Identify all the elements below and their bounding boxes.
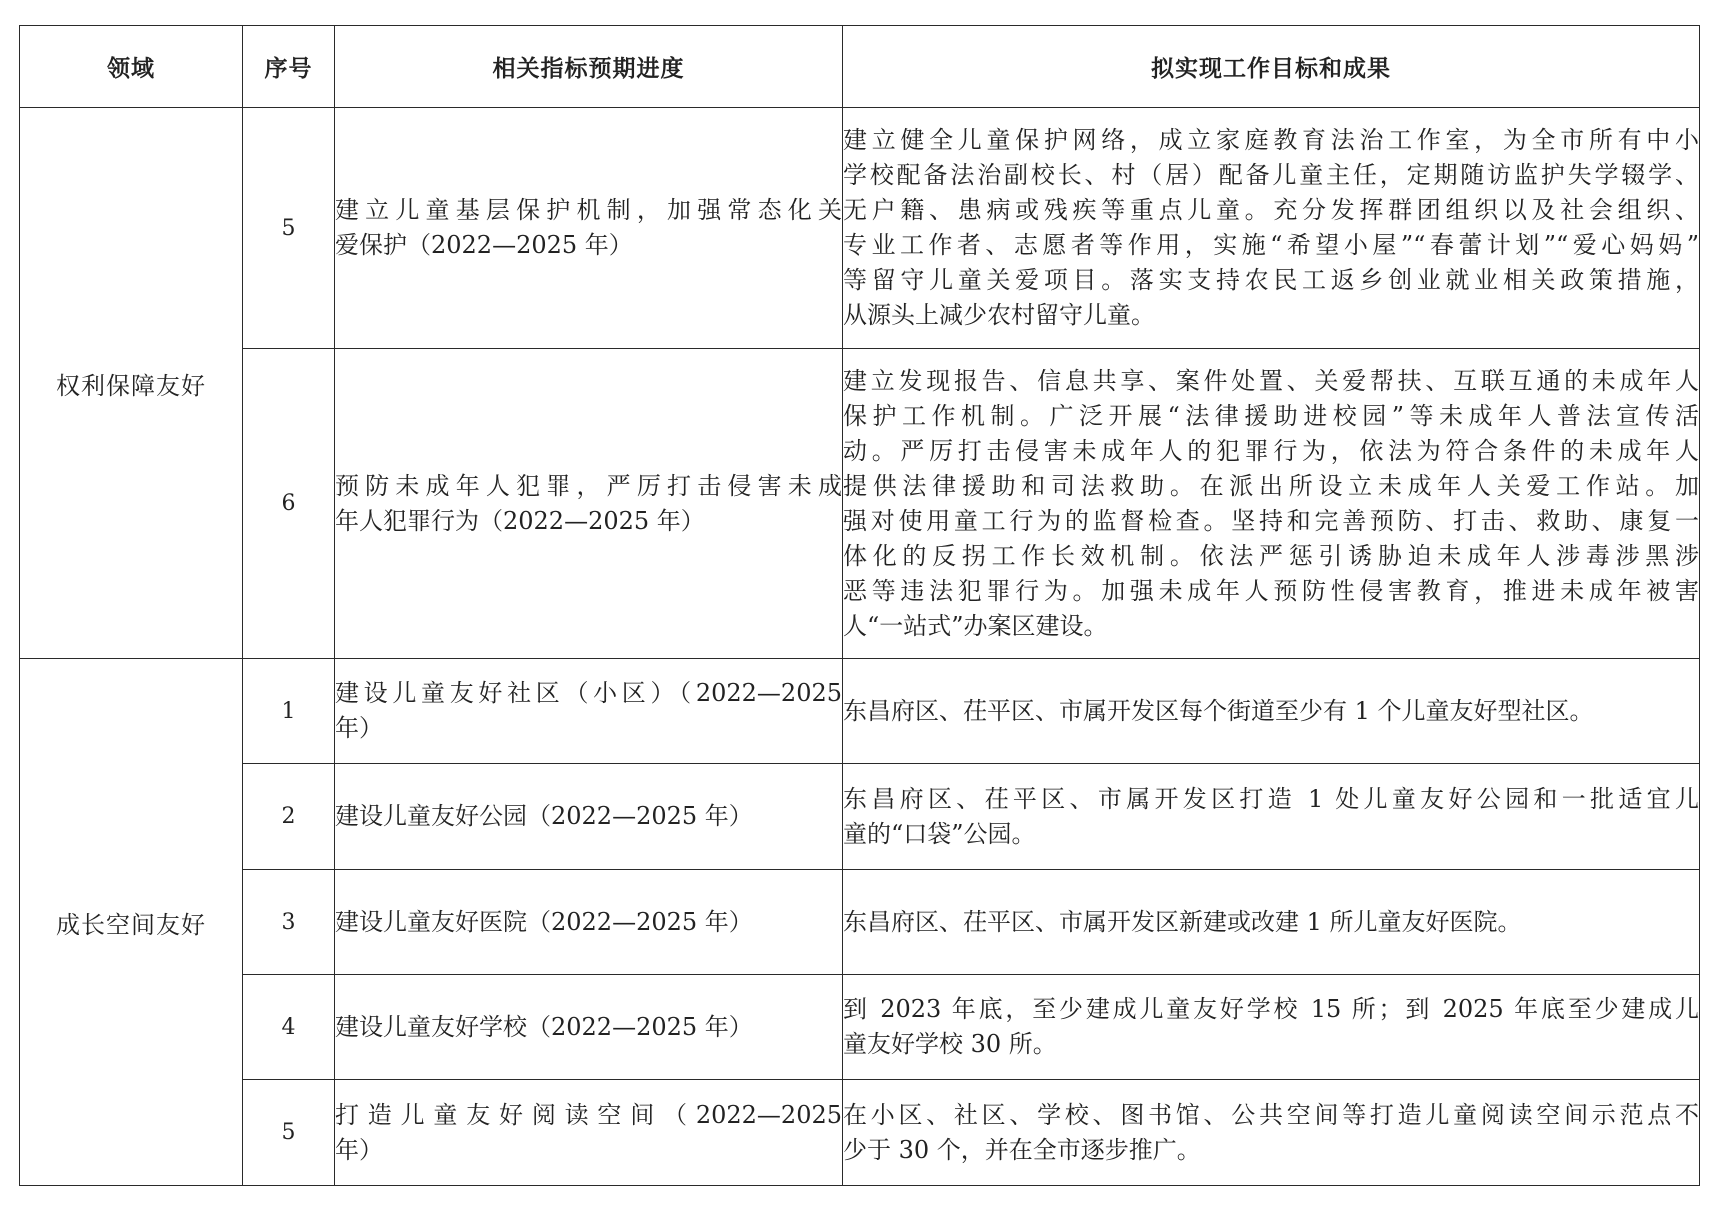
indicator-line: 建设儿童友好医院（2022—2025 年） [335,907,753,936]
table-row [20,870,1700,975]
seq-cell: 6 [243,349,335,659]
table-row [20,1080,1700,1186]
indicator-cell [335,870,843,975]
goal-line: 东昌府区、茌平区、市属开发区打造 1 处儿童友好公园和一批适宜儿 [843,784,1699,813]
indicator-cell [335,975,843,1080]
indicator-cell [335,659,843,764]
indicator-line: 年） [335,1135,383,1164]
goal-line: 少于 30 个，并在全市逐步推广。 [843,1135,1201,1164]
goal-line: 童友好学校 30 所。 [843,1030,1057,1058]
goal-cell [843,975,1700,1080]
table-header-row [20,26,1700,108]
indicator-cell [335,1080,843,1186]
goal-cell [843,659,1700,764]
seq-cell: 2 [243,764,335,870]
goal-line: 到 2023 年底，至少建成儿童友好学校 15 所；到 2025 年底至少建成儿 [843,995,1699,1023]
goal-line: 人“一站式”办案区建设。 [843,611,1108,640]
goal-cell [843,349,1700,659]
goal-cell [843,108,1700,349]
goal-cell [843,870,1700,975]
indicator-line: 年） [335,714,383,742]
goal-line: 从源头上减少农村留守儿童。 [843,301,1155,329]
table-row [20,659,1700,764]
indicator-line: 建立儿童基层保护机制，加强常态化关 [335,196,842,224]
seq-cell: 1 [243,659,335,764]
header-goal: 拟实现工作目标和成果 [843,26,1700,108]
goal-line: 保护工作机制。广泛开展“法律援助进校园”等未成年人普法宣传活 [843,401,1699,430]
goal-line: 东昌府区、茌平区、市属开发区每个街道至少有 1 个儿童友好型社区。 [843,696,1594,725]
goal-line: 强对使用童工行为的监督检查。坚持和完善预防、打击、救助、康复一 [843,506,1699,535]
seq-cell: 3 [243,870,335,975]
goal-line: 体化的反拐工作长效机制。依法严惩引诱胁迫未成年人涉毒涉黑涉 [843,541,1699,570]
indicator-line: 建设儿童友好学校（2022—2025 年） [335,1012,753,1041]
header-seq: 序号 [243,26,335,108]
indicator-line: 爱保护（2022—2025 年） [335,231,633,259]
goal-line: 恶等违法犯罪行为。加强未成年人预防性侵害教育，推进未成年被害 [843,576,1699,605]
indicator-line: 建设儿童友好社区（小区）（2022—2025 [335,679,842,707]
goal-line: 建立健全儿童保护网络，成立家庭教育法治工作室，为全市所有中小 [843,126,1699,154]
goal-cell [843,1080,1700,1186]
header-domain: 领域 [20,26,243,108]
seq-cell: 4 [243,975,335,1080]
indicator-line: 年人犯罪行为（2022—2025 年） [335,506,705,535]
indicator-cell [335,108,843,349]
header-indicator: 相关指标预期进度 [335,26,843,108]
table-row [20,108,1700,349]
goal-line: 专业工作者、志愿者等作用，实施“希望小屋”“春蕾计划”“爱心妈妈” [843,231,1699,259]
table-row [20,764,1700,870]
goal-line: 动。严厉打击侵害未成年人的犯罪行为，依法为符合条件的未成年人 [843,436,1699,465]
goal-line: 东昌府区、茌平区、市属开发区新建或改建 1 所儿童友好医院。 [843,907,1522,936]
table-row [20,975,1700,1080]
indicator-cell [335,764,843,870]
indicator-line: 预防未成年人犯罪，严厉打击侵害未成 [335,471,842,500]
goal-line: 童的“口袋”公园。 [843,819,1036,848]
goal-cell [843,764,1700,870]
domain-cell: 成长空间友好 [20,659,243,1186]
indicator-line: 打造儿童友好阅读空间（2022—2025 [335,1100,842,1129]
indicator-cell [335,349,843,659]
goal-line: 学校配备法治副校长、村（居）配备儿童主任，定期随访监护失学辍学、 [843,161,1699,189]
table-row [20,349,1700,659]
domain-cell: 权利保障友好 [20,108,243,659]
goal-line: 提供法律援助和司法救助。在派出所设立未成年人关爱工作站。加 [843,471,1699,500]
progress-table [19,25,1700,1186]
goal-line: 等留守儿童关爱项目。落实支持农民工返乡创业就业相关政策措施， [843,266,1699,294]
seq-cell: 5 [243,1080,335,1186]
indicator-line: 建设儿童友好公园（2022—2025 年） [335,802,753,830]
goal-line: 无户籍、患病或残疾等重点儿童。充分发挥群团组织以及社会组织、 [843,196,1699,224]
goal-line: 建立发现报告、信息共享、案件处置、关爱帮扶、互联互通的未成年人 [843,366,1699,395]
goal-line: 在小区、社区、学校、图书馆、公共空间等打造儿童阅读空间示范点不 [843,1100,1699,1129]
seq-cell: 5 [243,108,335,349]
